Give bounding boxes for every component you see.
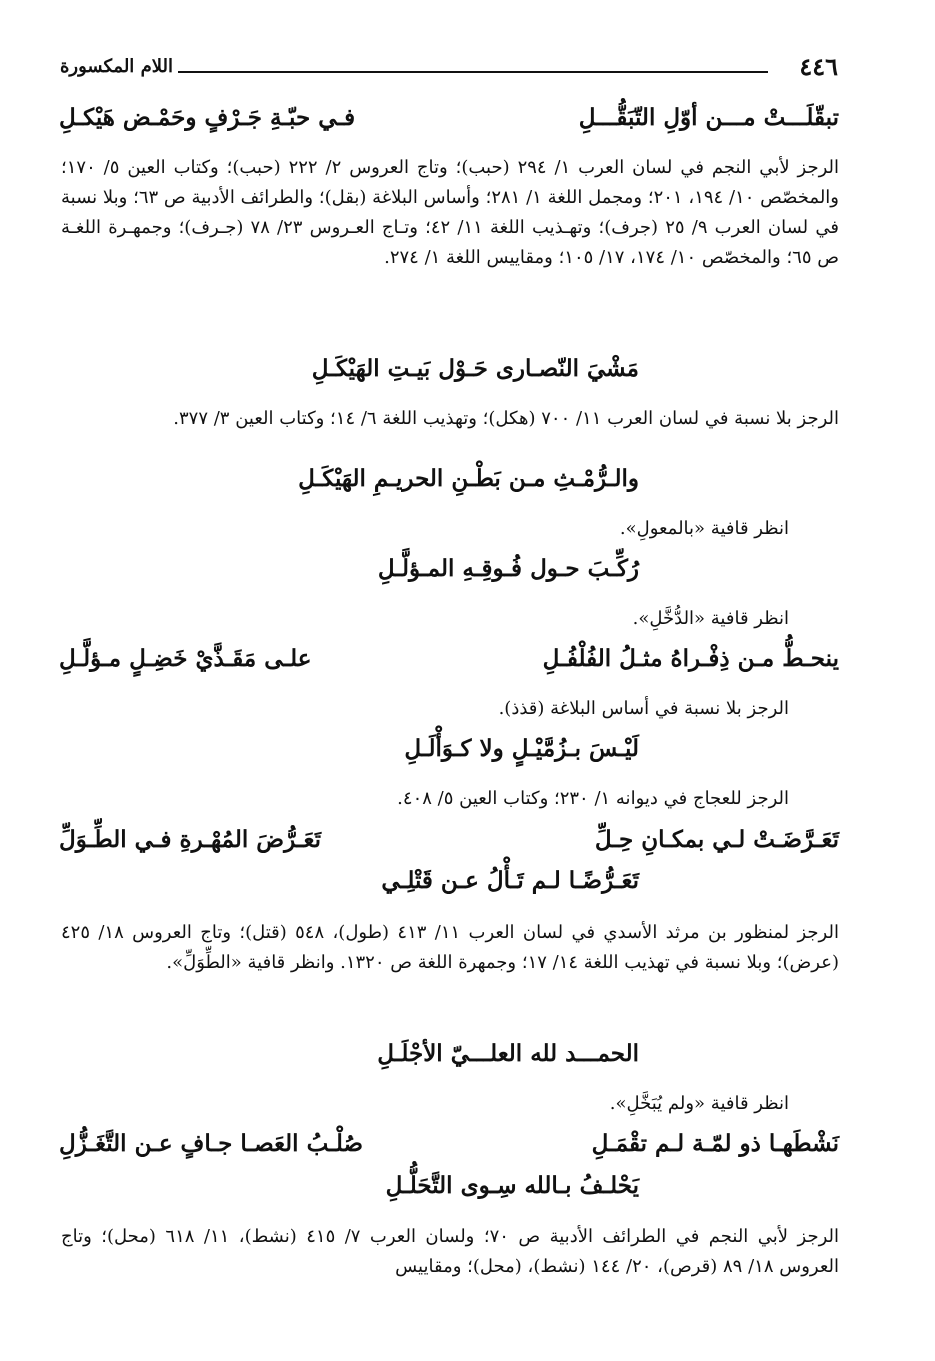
cross-reference-note: انظر قافية «الدُّخَّلِ». bbox=[632, 608, 789, 629]
footnote-citation: الرجز بلا نسبة في لسان العرب ١١/ ٧٠٠ (هكل)؛ وتهذيب اللغة ٦/ ١٤؛ وكتاب العين ٣/ ٣٧٧. bbox=[173, 408, 839, 429]
footnote-citation: الرجز لأبي النجم في لسان العرب ١/ ٢٩٤ (حبب)؛ وتاج العروس ٢/ ٢٢٢ (حبب)؛ وكتاب العين ٥/ ١٧٠؛ والمخصّص ١٠/ ١٩٤، ٢٠١؛ ومجمل اللغة ١/ ٢٨١؛ وأساس البلاغة (بقل)؛ والطرائف الأدبية ص ٦٣؛ وبلا نسبة في لسان العرب ٩/ ٢٥ (جرف)؛ وتهـذيب اللغة ١١/ ٤٢؛ وتـاج العـروس ٢٣/ ٧٨ (جـرف)؛ وجمهـرة اللغـة ص ٦٥؛ والمخصّص ١٠/ ١٧٤، ١٧/ ١٠٥؛ ومقاييس اللغة ١/ ٢٧٤. bbox=[61, 157, 839, 268]
verse-hemistich-second: صُلْـبُ العَصـا جـافٍ عـن التَّغَـزُّلِ bbox=[59, 1130, 364, 1157]
verse-line: تَعَـرُّضًـا لـم تَـأْلُ عـن قَتْلِـي bbox=[381, 867, 639, 894]
verse-line: رُكِّـبَ حـول فُـوقِـهِ المـؤلَّـلِ bbox=[377, 555, 639, 582]
cross-reference-note: انظر قافية «ولم يُبَخَّلِ». bbox=[609, 1093, 789, 1114]
header-rule bbox=[178, 71, 768, 73]
verse-line: والـرُّمْـثِ مـن بَطْـنِ الحريـمِ الهَيْكَـلِ bbox=[298, 465, 639, 492]
footnote-citation: الرجز لأبي النجم في الطرائف الأدبية ص ٧٠؛ ولسان العرب ٧/ ٤١٥ (نشط)، ١١/ ٦١٨ (محل)؛ وتاج العروس ١٨/ ٨٩ (قرص)، ٢٠/ ١٤٤ (نشط)، (محل)؛ ومقاييس bbox=[61, 1226, 839, 1277]
verse-pair bbox=[59, 1130, 839, 1170]
verse-pair bbox=[59, 645, 839, 685]
verse-pair bbox=[59, 826, 839, 866]
verse-hemistich-second: علـى مَقَـذَّيْ خَضِـلٍ مـؤلَّـلِ bbox=[59, 645, 312, 672]
page-header bbox=[60, 52, 838, 86]
verse-hemistich-second: فـي حبّـةِ جَـرْفٍ وحَمْـض هَيْكـلِ bbox=[59, 104, 356, 131]
running-title: اللام المكسورة bbox=[60, 56, 173, 77]
verse-hemistich-first: نَشْطَهـا ذو لمّـة لـم تقْمَـلِ bbox=[591, 1130, 839, 1157]
footnote-citation: الرجز بلا نسبة في أساس البلاغة (قذذ). bbox=[498, 698, 789, 719]
verse-line: مَشْيَ النّصـارى حَـوْل بَيـتِ الهَيْكَـلِ bbox=[311, 355, 639, 382]
verse-hemistich-first: تَعَـرَّضَـتْ لـي بمكـانِ حِـلِّ bbox=[594, 826, 839, 853]
verse-line: الحمـــد لله العلـــيّ الأجْلَـلِ bbox=[377, 1040, 639, 1067]
verse-hemistich-first: تبقّلَـــتْ مـــن أوّلِ التّبَقُّـــلِ bbox=[578, 104, 839, 131]
verse-hemistich-first: ينحـطُّ مـن ذِفْـراهُ مثـلُ الفُلْفُـلِ bbox=[542, 645, 839, 672]
verse-pair bbox=[59, 104, 839, 144]
cross-reference-note: انظر قافية «بالمعولِ». bbox=[619, 518, 789, 539]
footnote-citation: الرجز لمنظور بن مرثد الأسدي في لسان العرب ١١/ ٤١٣ (طول)، ٥٤٨ (قتل)؛ وتاج العروس ١٨/ ٤٢٥ (عرض)؛ وبلا نسبة في تهذيب اللغة ١٤/ ١٧؛ وجمهرة اللغة ص ١٣٢٠. وانظر قافية «الطِّوَلِّ». bbox=[61, 922, 839, 973]
verse-line: لَيْـسَ بـزُمَّيْـلٍ ولا كـوَأْلَـلِ bbox=[404, 735, 639, 762]
page-number: ٤٤٦ bbox=[799, 52, 838, 81]
verse-line: يَحْلـفُ بـالله سِـوى التَّحَلُّـلِ bbox=[385, 1172, 639, 1199]
verse-hemistich-second: تَعَـرُّضَ المُهْـرةِ فـي الطِّـوَلِّ bbox=[59, 826, 322, 853]
footnote-citation: الرجز للعجاج في ديوانه ١/ ٢٣٠؛ وكتاب العين ٥/ ٤٠٨. bbox=[397, 788, 789, 809]
